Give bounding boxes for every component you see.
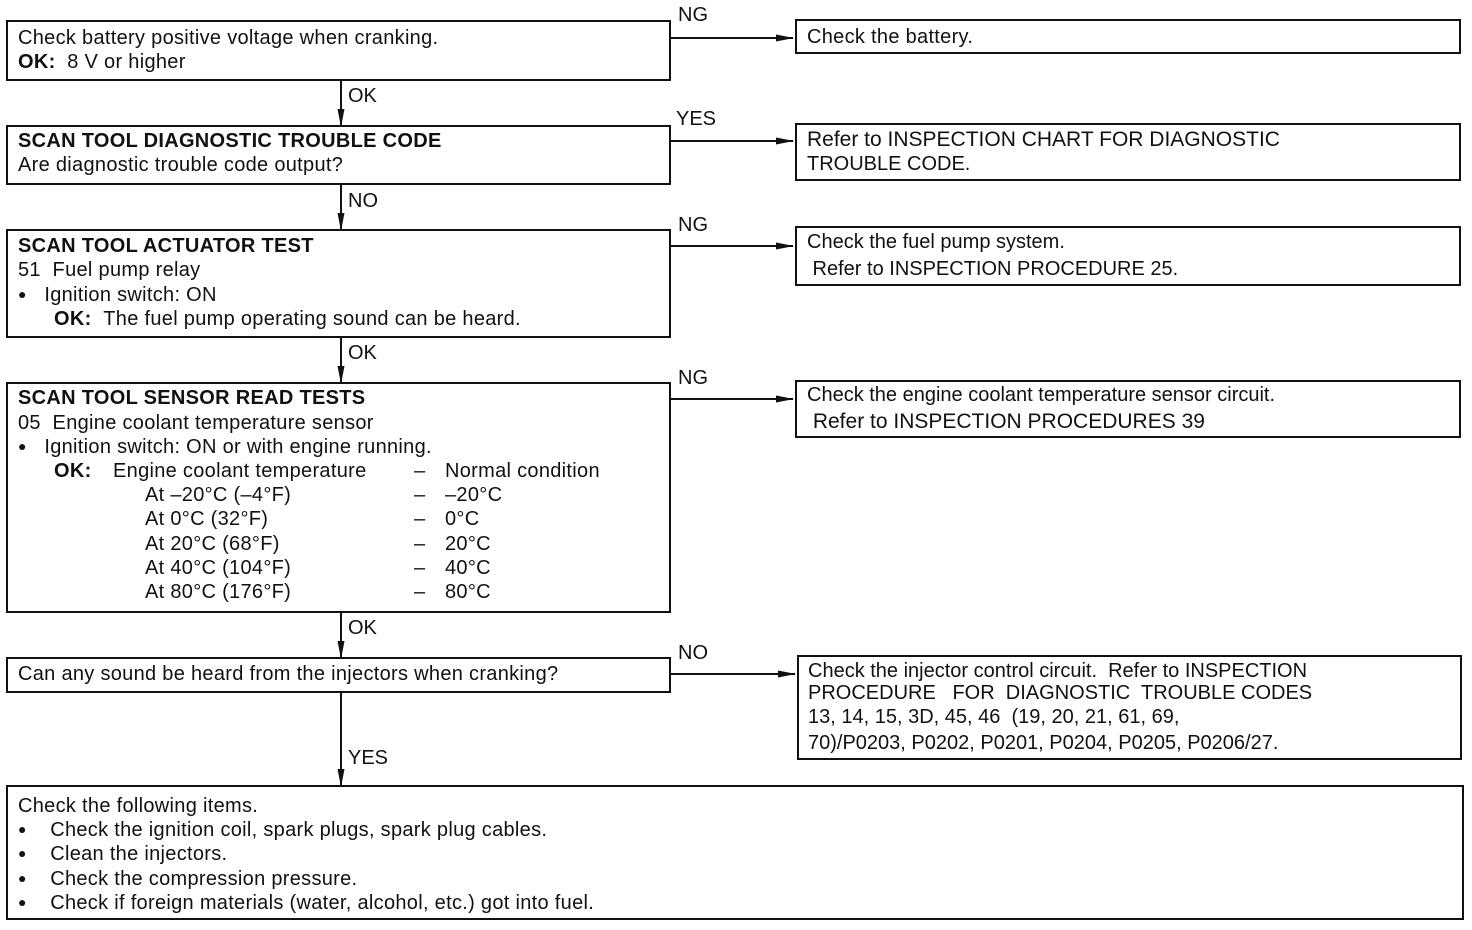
result-fuel-pump-line1: Check the fuel pump system. [807, 231, 1065, 253]
check-item [18, 891, 594, 916]
temp-row-a: At 80°C (176°F) [145, 581, 292, 603]
temp-row-b: –20°C [445, 484, 503, 506]
col-a-header: Engine coolant temperature [113, 460, 367, 482]
actuator-bullet [18, 283, 217, 308]
bullet-icon [18, 436, 27, 458]
result-dtc-line1: Refer to INSPECTION CHART FOR DIAGNOSTIC [807, 128, 1280, 151]
temp-row-a: At 0°C (32°F) [145, 508, 269, 530]
ok-value: 8 V or higher [67, 51, 186, 73]
result-dtc-line2: TROUBLE CODE. [807, 153, 971, 175]
temp-row-dash: – [414, 484, 426, 506]
label-no: NO [348, 190, 378, 212]
check-item-text: Clean the injectors. [50, 843, 228, 865]
label-ng: NG [678, 4, 708, 26]
temp-row-b: 20°C [445, 533, 491, 555]
temp-row-b: 40°C [445, 557, 491, 579]
battery-check-text: Check battery positive voltage when cranking. [18, 27, 439, 49]
bullet-icon [18, 843, 27, 865]
result-coolant-line1: Check the engine coolant temperature sensor circuit. [807, 384, 1276, 406]
check-item [18, 842, 227, 867]
temp-row-dash: – [414, 508, 426, 530]
bullet-icon [18, 892, 27, 914]
check-items-heading: Check the following items. [18, 795, 259, 817]
ok-label: OK: [54, 308, 92, 330]
sensor-item: 05 Engine coolant temperature sensor [18, 412, 374, 434]
check-item [18, 818, 547, 843]
label-yes: YES [348, 747, 389, 769]
result-coolant-line2: Refer to INSPECTION PROCEDURES 39 [807, 410, 1205, 433]
sensor-ok-label: OK: [54, 460, 92, 482]
dtc-question: Are diagnostic trouble code output? [18, 154, 344, 176]
label-ok: OK [348, 617, 377, 639]
dtc-title: SCAN TOOL DIAGNOSTIC TROUBLE CODE [18, 130, 442, 152]
header-dash: – [414, 460, 426, 482]
check-item-text: Check if foreign materials (water, alcohol, etc.) got into fuel. [50, 892, 595, 914]
label-ng: NG [678, 214, 708, 236]
temp-row-b: 0°C [445, 508, 480, 530]
result-injector-line2: PROCEDURE FOR DIAGNOSTIC TROUBLE CODES [808, 682, 1313, 704]
label-ng: NG [678, 367, 708, 389]
injector-question: Can any sound be heard from the injectors when cranking? [18, 663, 559, 685]
temp-row-a: At 40°C (104°F) [145, 557, 292, 579]
bullet-icon [18, 284, 27, 306]
temp-row-dash: – [414, 581, 426, 603]
col-b-header: Normal condition [445, 460, 600, 482]
label-ok: OK [348, 342, 377, 364]
result-injector-line3: 13, 14, 15, 3D, 45, 46 (19, 20, 21, 61, 69, [808, 706, 1180, 728]
temp-row-dash: – [414, 557, 426, 579]
result-injector-line4: 70)/P0203, P0202, P0201, P0204, P0205, P0206/27. [808, 732, 1279, 754]
temp-row-b: 80°C [445, 581, 491, 603]
check-item-text: Check the ignition coil, spark plugs, spark plug cables. [50, 819, 548, 841]
check-item-text: Check the compression pressure. [50, 868, 358, 890]
label-no: NO [678, 642, 708, 664]
bullet-icon [18, 819, 27, 841]
ok-value: The fuel pump operating sound can be heard. [103, 308, 521, 330]
temp-row-dash: – [414, 533, 426, 555]
sensor-bullet-text: Ignition switch: ON or with engine running. [44, 436, 432, 458]
result-injector-line1: Check the injector control circuit. Refer to INSPECTION [808, 660, 1308, 682]
label-yes: YES [676, 108, 717, 130]
ok-label: OK: [18, 51, 56, 73]
result-fuel-pump-line2: Refer to INSPECTION PROCEDURE 25. [807, 258, 1179, 280]
actuator-bullet-text: Ignition switch: ON [44, 284, 217, 306]
battery-ok-line [18, 50, 186, 74]
check-item [18, 867, 357, 892]
result-battery-text: Check the battery. [807, 26, 974, 48]
bullet-icon [18, 868, 27, 890]
actuator-title: SCAN TOOL ACTUATOR TEST [18, 235, 314, 257]
label-ok: OK [348, 85, 377, 107]
temp-row-a: At 20°C (68°F) [145, 533, 280, 555]
temp-row-a: At –20°C (–4°F) [145, 484, 292, 506]
sensor-bullet [18, 435, 432, 460]
actuator-item: 51 Fuel pump relay [18, 259, 201, 281]
actuator-ok-line [54, 307, 521, 331]
sensor-title: SCAN TOOL SENSOR READ TESTS [18, 387, 366, 409]
